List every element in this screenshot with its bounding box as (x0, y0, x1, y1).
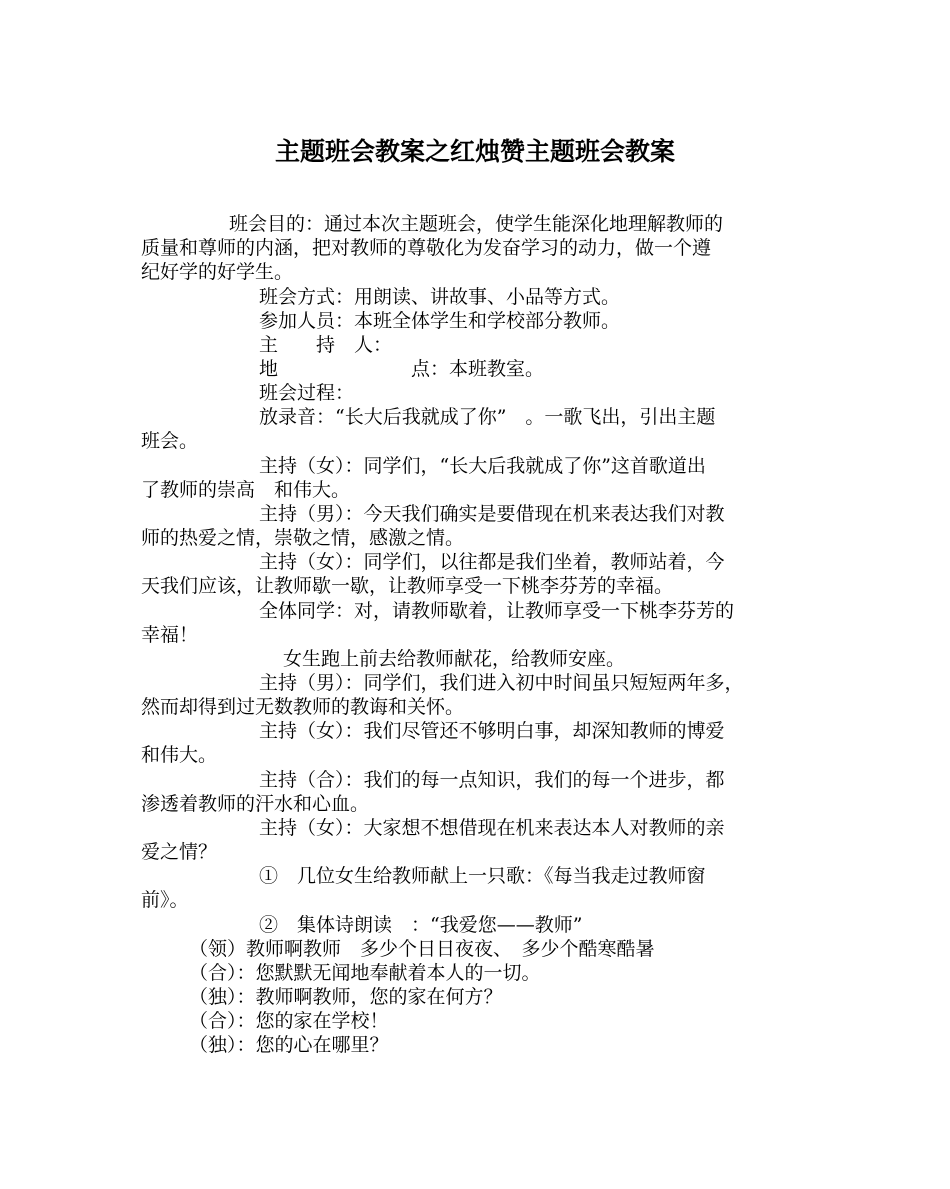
document-title: 主题班会教案之红烛赞主题班会教案 (274, 137, 675, 166)
text-line: （合）：您默默无闻地奉献着本人的一切。 (189, 962, 541, 984)
text-line: 女生跑上前去给教师献花，给教师安座。 (283, 648, 626, 670)
text-line: 主持（男）：同学们，我们进入初中时间虽只短短两年多， (259, 672, 744, 694)
text-line: ① 几位女生给教师献上一只歌：《每当我走过教师窗 (259, 865, 706, 887)
text-line: 主持（女）：大家想不想借现在机来表达本人对教师的亲 (259, 817, 725, 839)
text-line: 天我们应该，让教师歇一歇，让教师享受一下桃李芬芳的幸福。 (141, 575, 674, 597)
text-line: 参加人员：本班全体学生和学校部分教师。 (259, 310, 621, 332)
text-line: 主持（女）：我们尽管还不够明白事，却深知教师的博爱 (259, 720, 725, 742)
text-line: （独）：您的心在哪里？ (189, 1034, 389, 1056)
text-line: 纪好学的好学生。 (141, 261, 294, 283)
text-line: （合）：您的家在学校！ (189, 1010, 389, 1032)
text-line: 师的热爱之情，崇敬之情，感激之情。 (141, 527, 465, 549)
text-line: 全体同学：对，请教师歇着，让教师享受一下桃李芬芳的 (259, 600, 735, 622)
text-line: 班会方式：用朗读、讲故事、小品等方式。 (259, 286, 621, 308)
text-line: 主持（合）：我们的每一点知识，我们的每一个进步，都 (259, 769, 725, 791)
text-line: 班会目的：通过本次主题班会，使学生能深化地理解教师的 (229, 213, 724, 235)
text-line: 班会。 (141, 430, 199, 452)
text-line: 主持（男）：今天我们确实是要借现在机来表达我们对教 (259, 503, 725, 525)
text-line: 地 点：本班教室。 (259, 358, 545, 380)
text-line: 和伟大。 (141, 744, 218, 766)
text-line: 主持（女）：同学们，“长大后我就成了你”这首歌道出 (259, 455, 706, 477)
text-line: 班会过程： (259, 382, 355, 404)
text-line: 前》。 (141, 889, 189, 911)
text-line: 主 持 人： (259, 334, 393, 356)
text-line: 主持（女）：同学们，以往都是我们坐着，教师站着，今 (259, 551, 725, 573)
text-line: （独）：教师啊教师，您的家在何方？ (189, 986, 503, 1008)
text-line: ② 集体诗朗读 ：“我爱您——教师” (259, 914, 583, 936)
text-line: 渗透着教师的汗水和心血。 (141, 793, 370, 815)
text-line: 幸福！ (141, 624, 199, 646)
text-line: 放录音：“长大后我就成了你” 。一歌飞出，引出主题 (259, 406, 716, 428)
text-line: 爱之情？ (141, 841, 218, 863)
text-line: （领）教师啊教师 多少个日日夜夜、 多少个酷寒酷暑 (189, 938, 655, 960)
text-line: 然而却得到过无数教师的教诲和关怀。 (141, 696, 465, 718)
text-line: 质量和尊师的内涵，把对教师的尊敬化为发奋学习的动力，做一个遵 (141, 237, 712, 259)
text-line: 了教师的崇高 和伟大。 (141, 479, 351, 501)
